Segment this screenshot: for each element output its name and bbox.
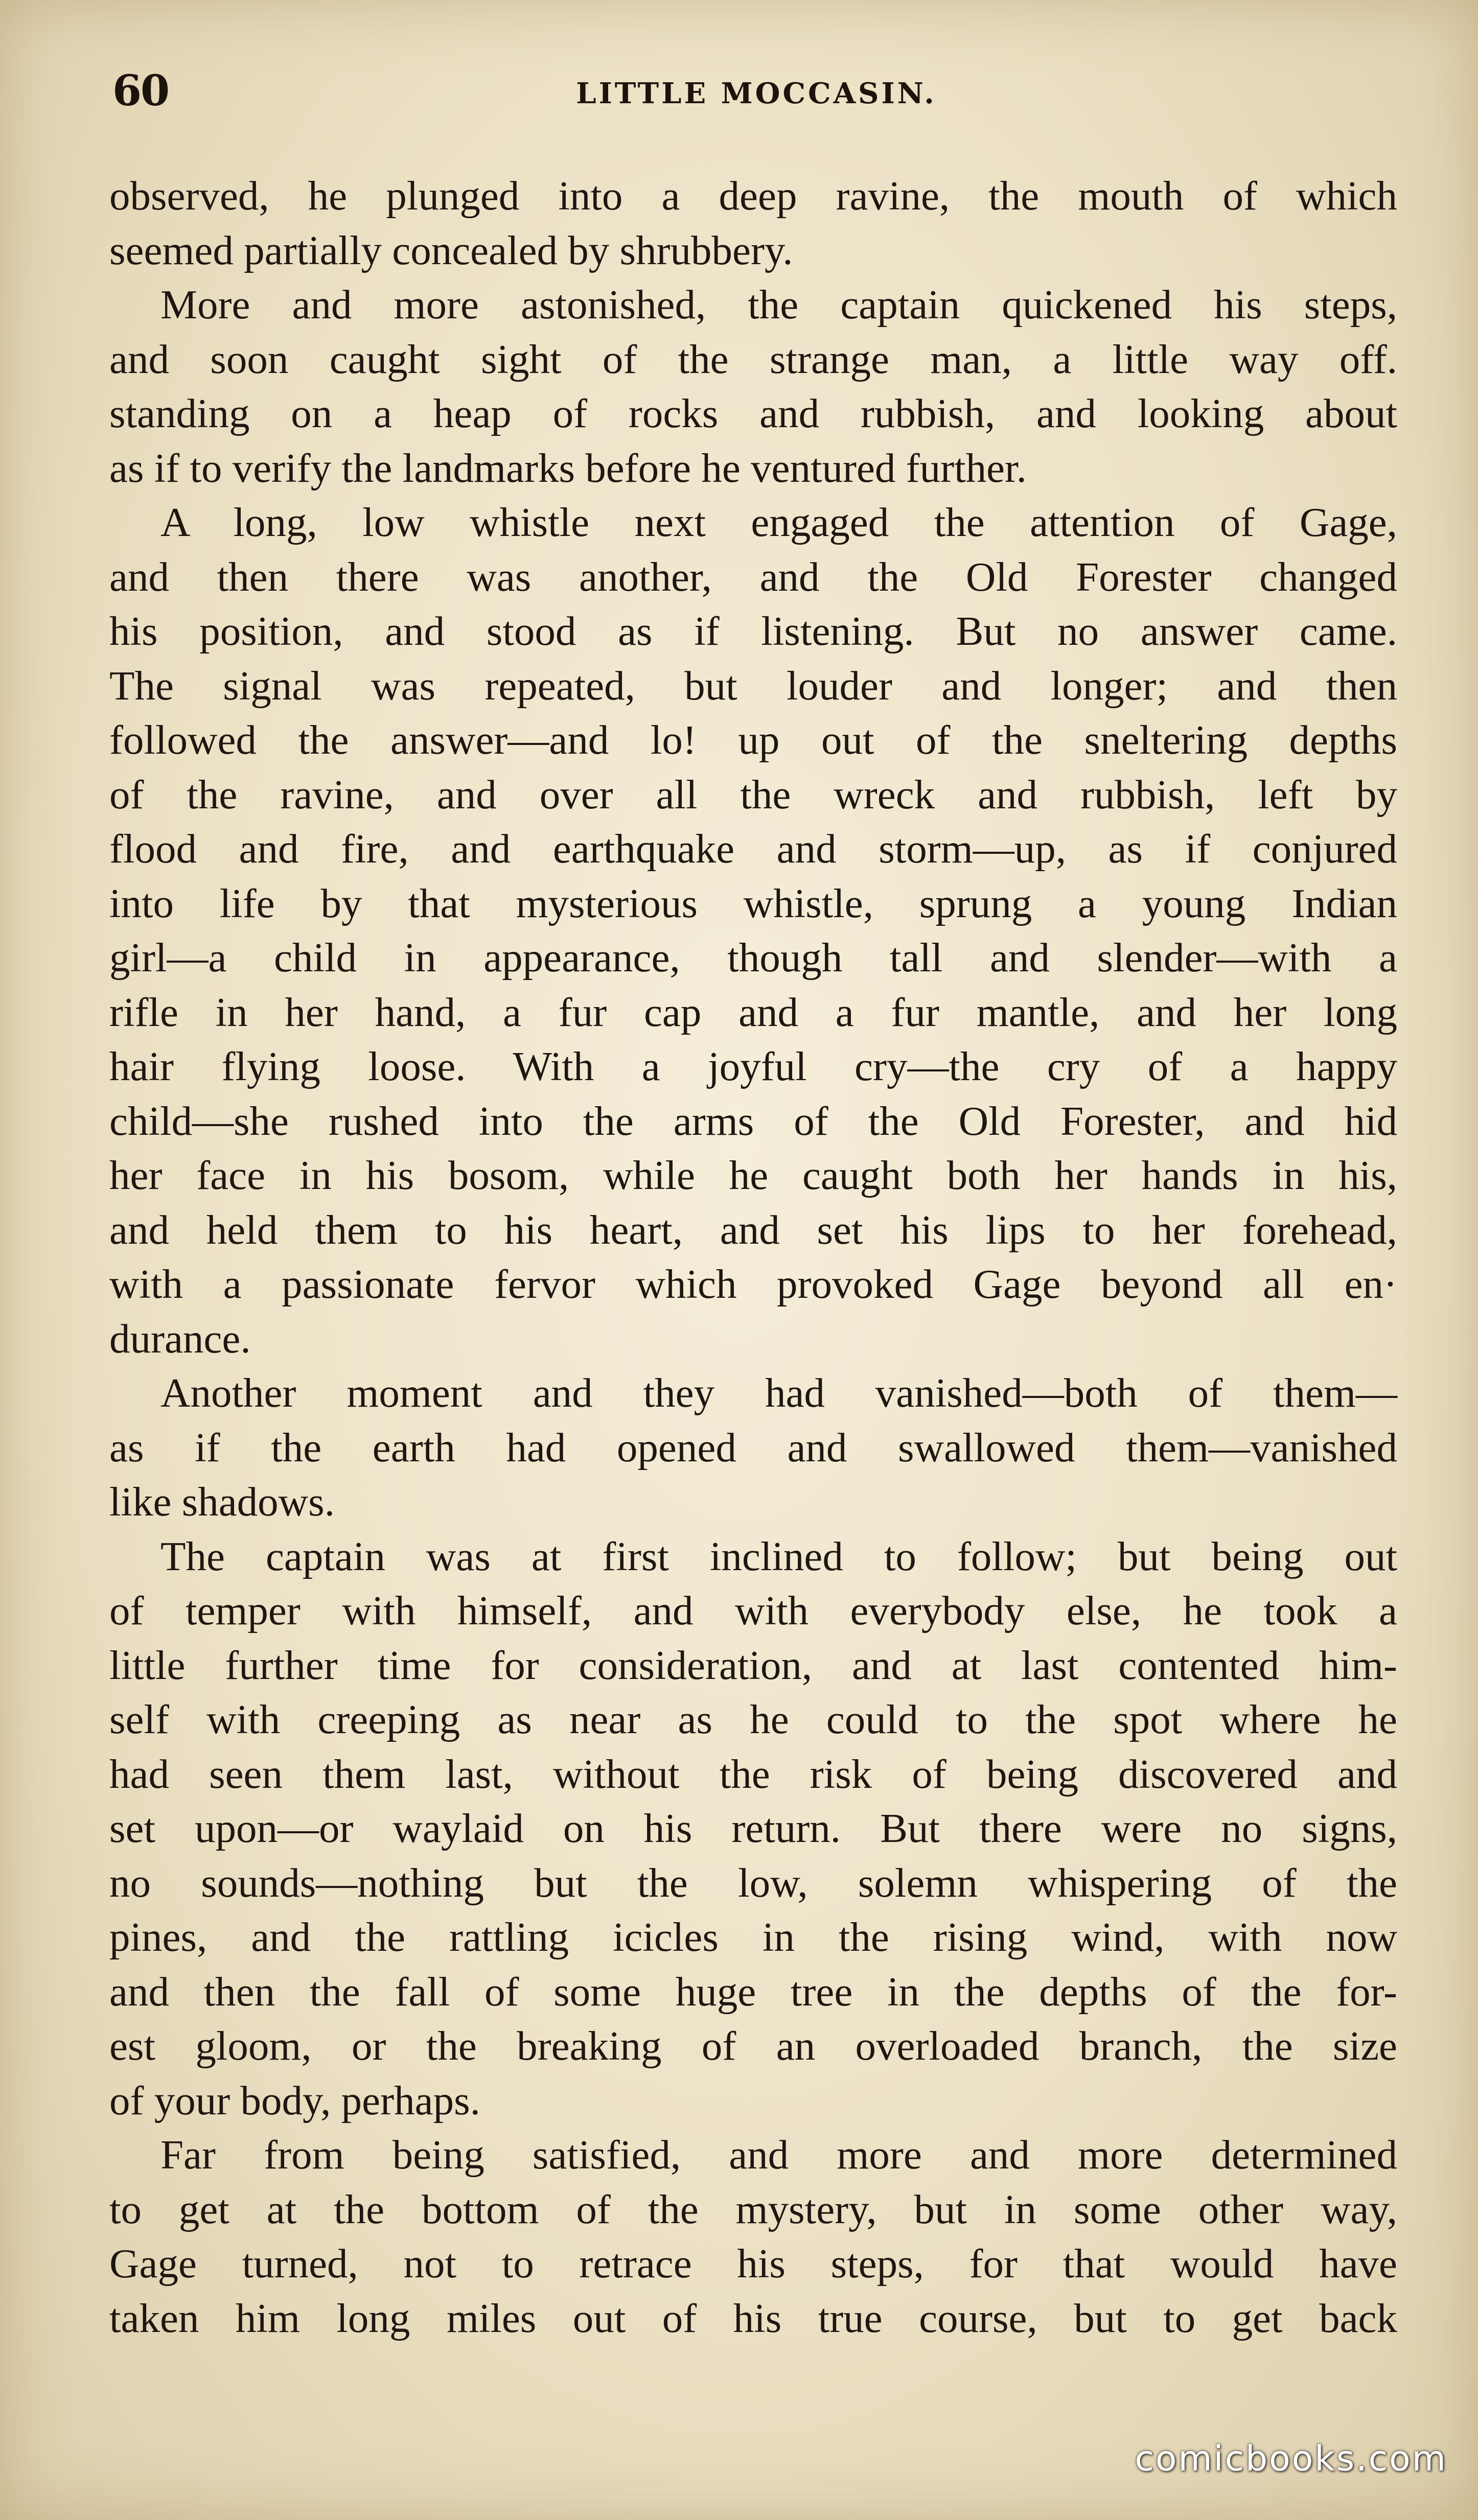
text-line: flood and fire, and earthquake and storm—up, as if conjured xyxy=(109,826,1397,872)
text-line: of the ravine, and over all the wreck and rubbish, left by xyxy=(109,771,1397,818)
text-line: and then the fall of some huge tree in the depths of the for- xyxy=(109,1968,1397,2015)
text-line: followed the answer—and lo! up out of the sneltering depths xyxy=(109,717,1397,763)
text-line: A long, low whistle next engaged the attention of Gage, xyxy=(160,499,1397,545)
text-line: observed, he plunged into a deep ravine, the mouth of which xyxy=(109,173,1397,219)
text-line: durance. xyxy=(109,1315,251,1362)
text-line: as if the earth had opened and swallowed them—vanished xyxy=(109,1424,1397,1471)
text-line: More and more astonished, the captain quickened his steps, xyxy=(160,282,1397,328)
text-line: like shadows. xyxy=(109,1479,335,1525)
text-line: of your body, perhaps. xyxy=(109,2077,480,2124)
text-line: girl—a child in appearance, though tall and slender—with a xyxy=(109,935,1397,981)
text-line: taken him long miles out of his true course, but to get back xyxy=(109,2295,1397,2341)
text-line: of temper with himself, and with everybody else, he took a xyxy=(109,1588,1397,1634)
text-line: Another moment and they had vanished—both of them— xyxy=(160,1370,1397,1416)
running-head xyxy=(112,66,1400,123)
text-line: hair flying loose. With a joyful cry—the cry of a happy xyxy=(109,1043,1397,1089)
text-line: to get at the bottom of the mystery, but in some other way, xyxy=(109,2186,1397,2232)
watermark: comicbooks.com xyxy=(1135,2439,1447,2479)
text-line: pines, and the rattling icicles in the rising wind, with now xyxy=(109,1914,1397,1960)
text-line: into life by that mysterious whistle, sprung a young Indian xyxy=(109,880,1397,926)
text-line: his position, and stood as if listening. But no answer came. xyxy=(109,608,1397,654)
text-line: her face in his bosom, while he caught both her hands in his, xyxy=(109,1152,1397,1198)
text-line: with a passionate fervor which provoked Gage beyond all en· xyxy=(109,1261,1397,1307)
text-line: and then there was another, and the Old Forester changed xyxy=(109,553,1397,600)
text-line: and held them to his heart, and set his lips to her forehead, xyxy=(109,1206,1397,1253)
text-line: seemed partially concealed by shrubbery. xyxy=(109,227,793,273)
text-line: standing on a heap of rocks and rubbish, and looking about xyxy=(109,390,1397,436)
page-number: 60 xyxy=(112,66,169,115)
text-line: rifle in her hand, a fur cap and a fur mantle, and her long xyxy=(109,989,1397,1035)
text-line: little further time for consideration, and at last contented him- xyxy=(109,1642,1397,1688)
body-text xyxy=(109,169,1397,2345)
text-line: The signal was repeated, but louder and longer; and then xyxy=(109,662,1397,709)
text-line: no sounds—nothing but the low, solemn whispering of the xyxy=(109,1859,1397,1906)
text-line: as if to verify the landmarks before he ventured further. xyxy=(109,445,1027,491)
text-line: set upon—or waylaid on his return. But there were no signs, xyxy=(109,1805,1397,1851)
book-title: LITTLE MOCCASIN. xyxy=(576,77,937,110)
text-line: had seen them last, without the risk of being discovered and xyxy=(109,1751,1397,1797)
text-line: child—she rushed into the arms of the Old Forester, and hid xyxy=(109,1098,1397,1144)
text-line: self with creeping as near as he could to the spot where he xyxy=(109,1696,1397,1742)
text-line: Gage turned, not to retrace his steps, for that would have xyxy=(109,2241,1397,2286)
text-line: Far from being satisfied, and more and more determined xyxy=(160,2132,1397,2178)
text-line: The captain was at first inclined to follow; but being out xyxy=(160,1533,1397,1579)
text-line: and soon caught sight of the strange man, a little way off. xyxy=(109,336,1397,382)
text-line: est gloom, or the breaking of an overloaded branch, the size xyxy=(109,2023,1397,2069)
